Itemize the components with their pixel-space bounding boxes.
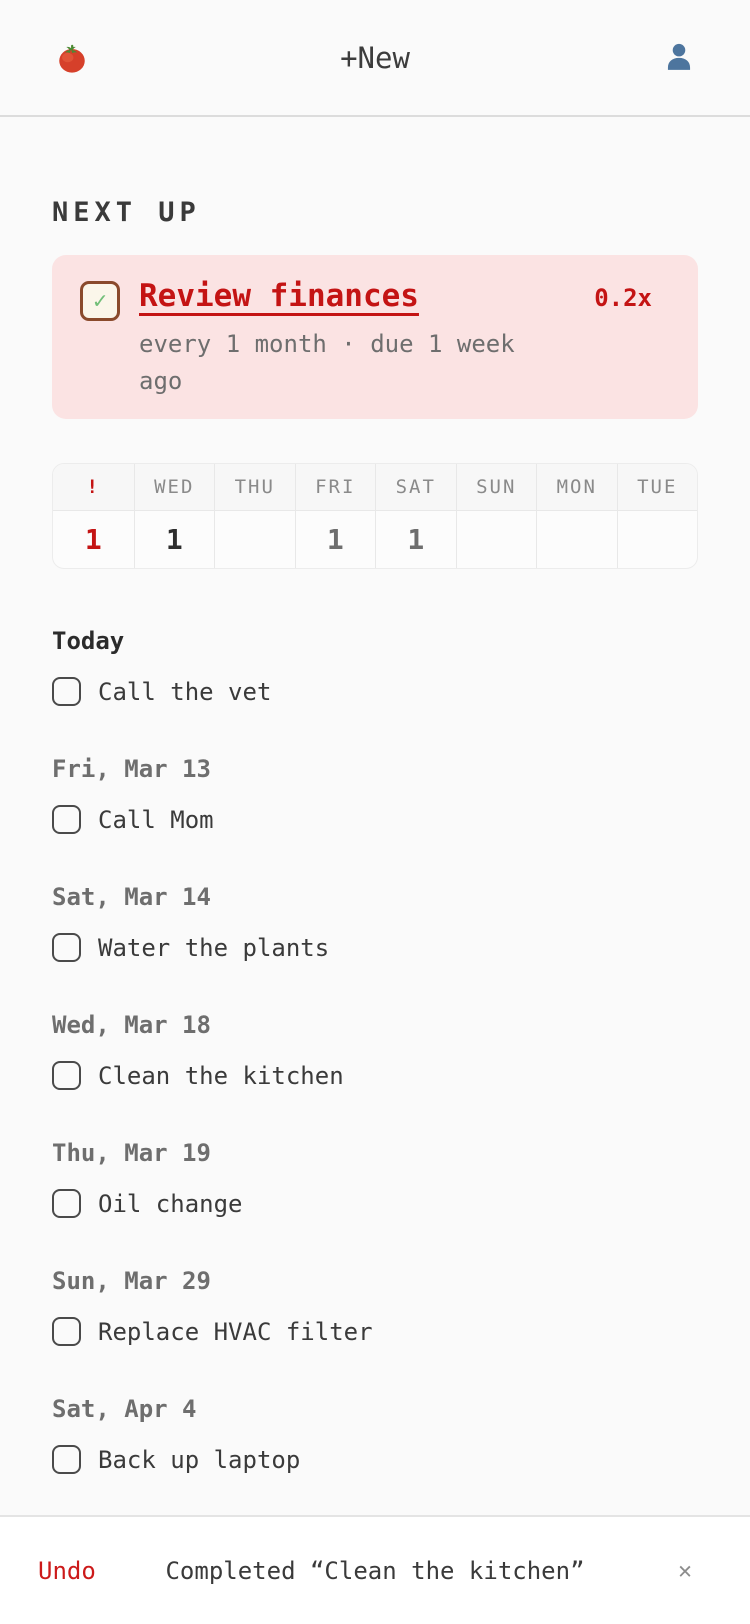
tomato-icon [55, 64, 89, 79]
task-row[interactable] [52, 805, 698, 834]
section-heading: Wed, Mar 18 [52, 1011, 211, 1039]
week-col-mon[interactable] [536, 464, 617, 568]
week-col-label: TUE [618, 464, 698, 511]
week-col-count: 1 [165, 523, 183, 556]
task-row[interactable] [52, 933, 698, 962]
undo-toast [0, 1515, 750, 1624]
section-heading: Sun, Mar 29 [52, 1267, 211, 1295]
task-checkbox[interactable] [52, 1317, 81, 1346]
task-checkbox[interactable] [52, 1061, 81, 1090]
week-col-tue[interactable] [617, 464, 698, 568]
task-checkbox[interactable] [52, 933, 81, 962]
task-checkbox[interactable] [52, 1189, 81, 1218]
undo-button[interactable]: Undo [38, 1556, 96, 1585]
main-content [0, 197, 750, 1474]
profile-button[interactable] [663, 39, 695, 77]
task-row[interactable] [52, 677, 698, 706]
week-col-count [537, 511, 617, 568]
week-col-wed[interactable] [134, 464, 215, 568]
section-heading: Fri, Mar 13 [52, 755, 211, 783]
tomato-logo-button[interactable] [55, 40, 89, 76]
task-row[interactable] [52, 1317, 698, 1346]
next-up-checkbox[interactable] [80, 281, 120, 321]
task-checkbox[interactable] [52, 1445, 81, 1474]
section-heading: Thu, Mar 19 [52, 1139, 211, 1167]
week-col-count: 1 [84, 523, 102, 556]
section-heading: Sat, Apr 4 [52, 1395, 197, 1423]
week-col-overdue[interactable] [53, 464, 134, 568]
task-label: Clean the kitchen [98, 1061, 344, 1090]
task-row[interactable] [52, 1061, 698, 1090]
toast-message: Completed “Clean the kitchen” [165, 1556, 585, 1585]
task-checkbox[interactable] [52, 805, 81, 834]
next-up-heading: NEXT UP [52, 197, 201, 228]
next-up-task-link[interactable]: Review finances [139, 278, 419, 314]
week-col-label: THU [215, 464, 295, 511]
week-col-count: 1 [407, 523, 425, 556]
task-section-mar19 [52, 1139, 698, 1218]
week-col-label: SAT [376, 464, 456, 511]
section-heading: Today [52, 627, 125, 655]
task-section-mar13 [52, 755, 698, 834]
week-col-sun[interactable] [456, 464, 537, 568]
next-up-card[interactable] [52, 255, 698, 419]
next-up-schedule: every 1 month · due 1 week ago [139, 330, 515, 395]
next-up-card-body [139, 278, 670, 400]
week-col-count [618, 511, 698, 568]
week-col-label: FRI [296, 464, 376, 511]
app-header [0, 0, 750, 117]
task-section-mar18 [52, 1011, 698, 1090]
week-col-count [215, 511, 295, 568]
task-label: Water the plants [98, 933, 330, 962]
week-col-label: ! [53, 464, 134, 511]
week-col-label: MON [537, 464, 617, 511]
week-col-sat[interactable] [375, 464, 456, 568]
task-label: Call Mom [98, 805, 214, 834]
task-label: Back up laptop [98, 1445, 301, 1474]
person-icon [663, 65, 695, 80]
task-label: Call the vet [98, 677, 272, 706]
task-label: Replace HVAC filter [98, 1317, 373, 1346]
week-strip [52, 463, 698, 569]
task-section-today [52, 627, 698, 706]
task-section-mar14 [52, 883, 698, 962]
task-checkbox[interactable] [52, 677, 81, 706]
close-icon[interactable]: ✕ [678, 1557, 692, 1584]
new-task-button[interactable]: +New [334, 40, 416, 76]
week-col-label: SUN [457, 464, 537, 511]
next-up-multiplier: 0.2x [594, 284, 652, 312]
section-heading: Sat, Mar 14 [52, 883, 211, 911]
task-row[interactable] [52, 1445, 698, 1474]
task-section-mar29 [52, 1267, 698, 1346]
task-row[interactable] [52, 1189, 698, 1218]
task-label: Oil change [98, 1189, 243, 1218]
week-col-label: WED [135, 464, 215, 511]
week-col-thu[interactable] [214, 464, 295, 568]
checkmark-icon: ✓ [93, 288, 107, 314]
task-section-apr4 [52, 1395, 698, 1474]
week-col-fri[interactable] [295, 464, 376, 568]
week-col-count [457, 511, 537, 568]
week-col-count: 1 [326, 523, 344, 556]
